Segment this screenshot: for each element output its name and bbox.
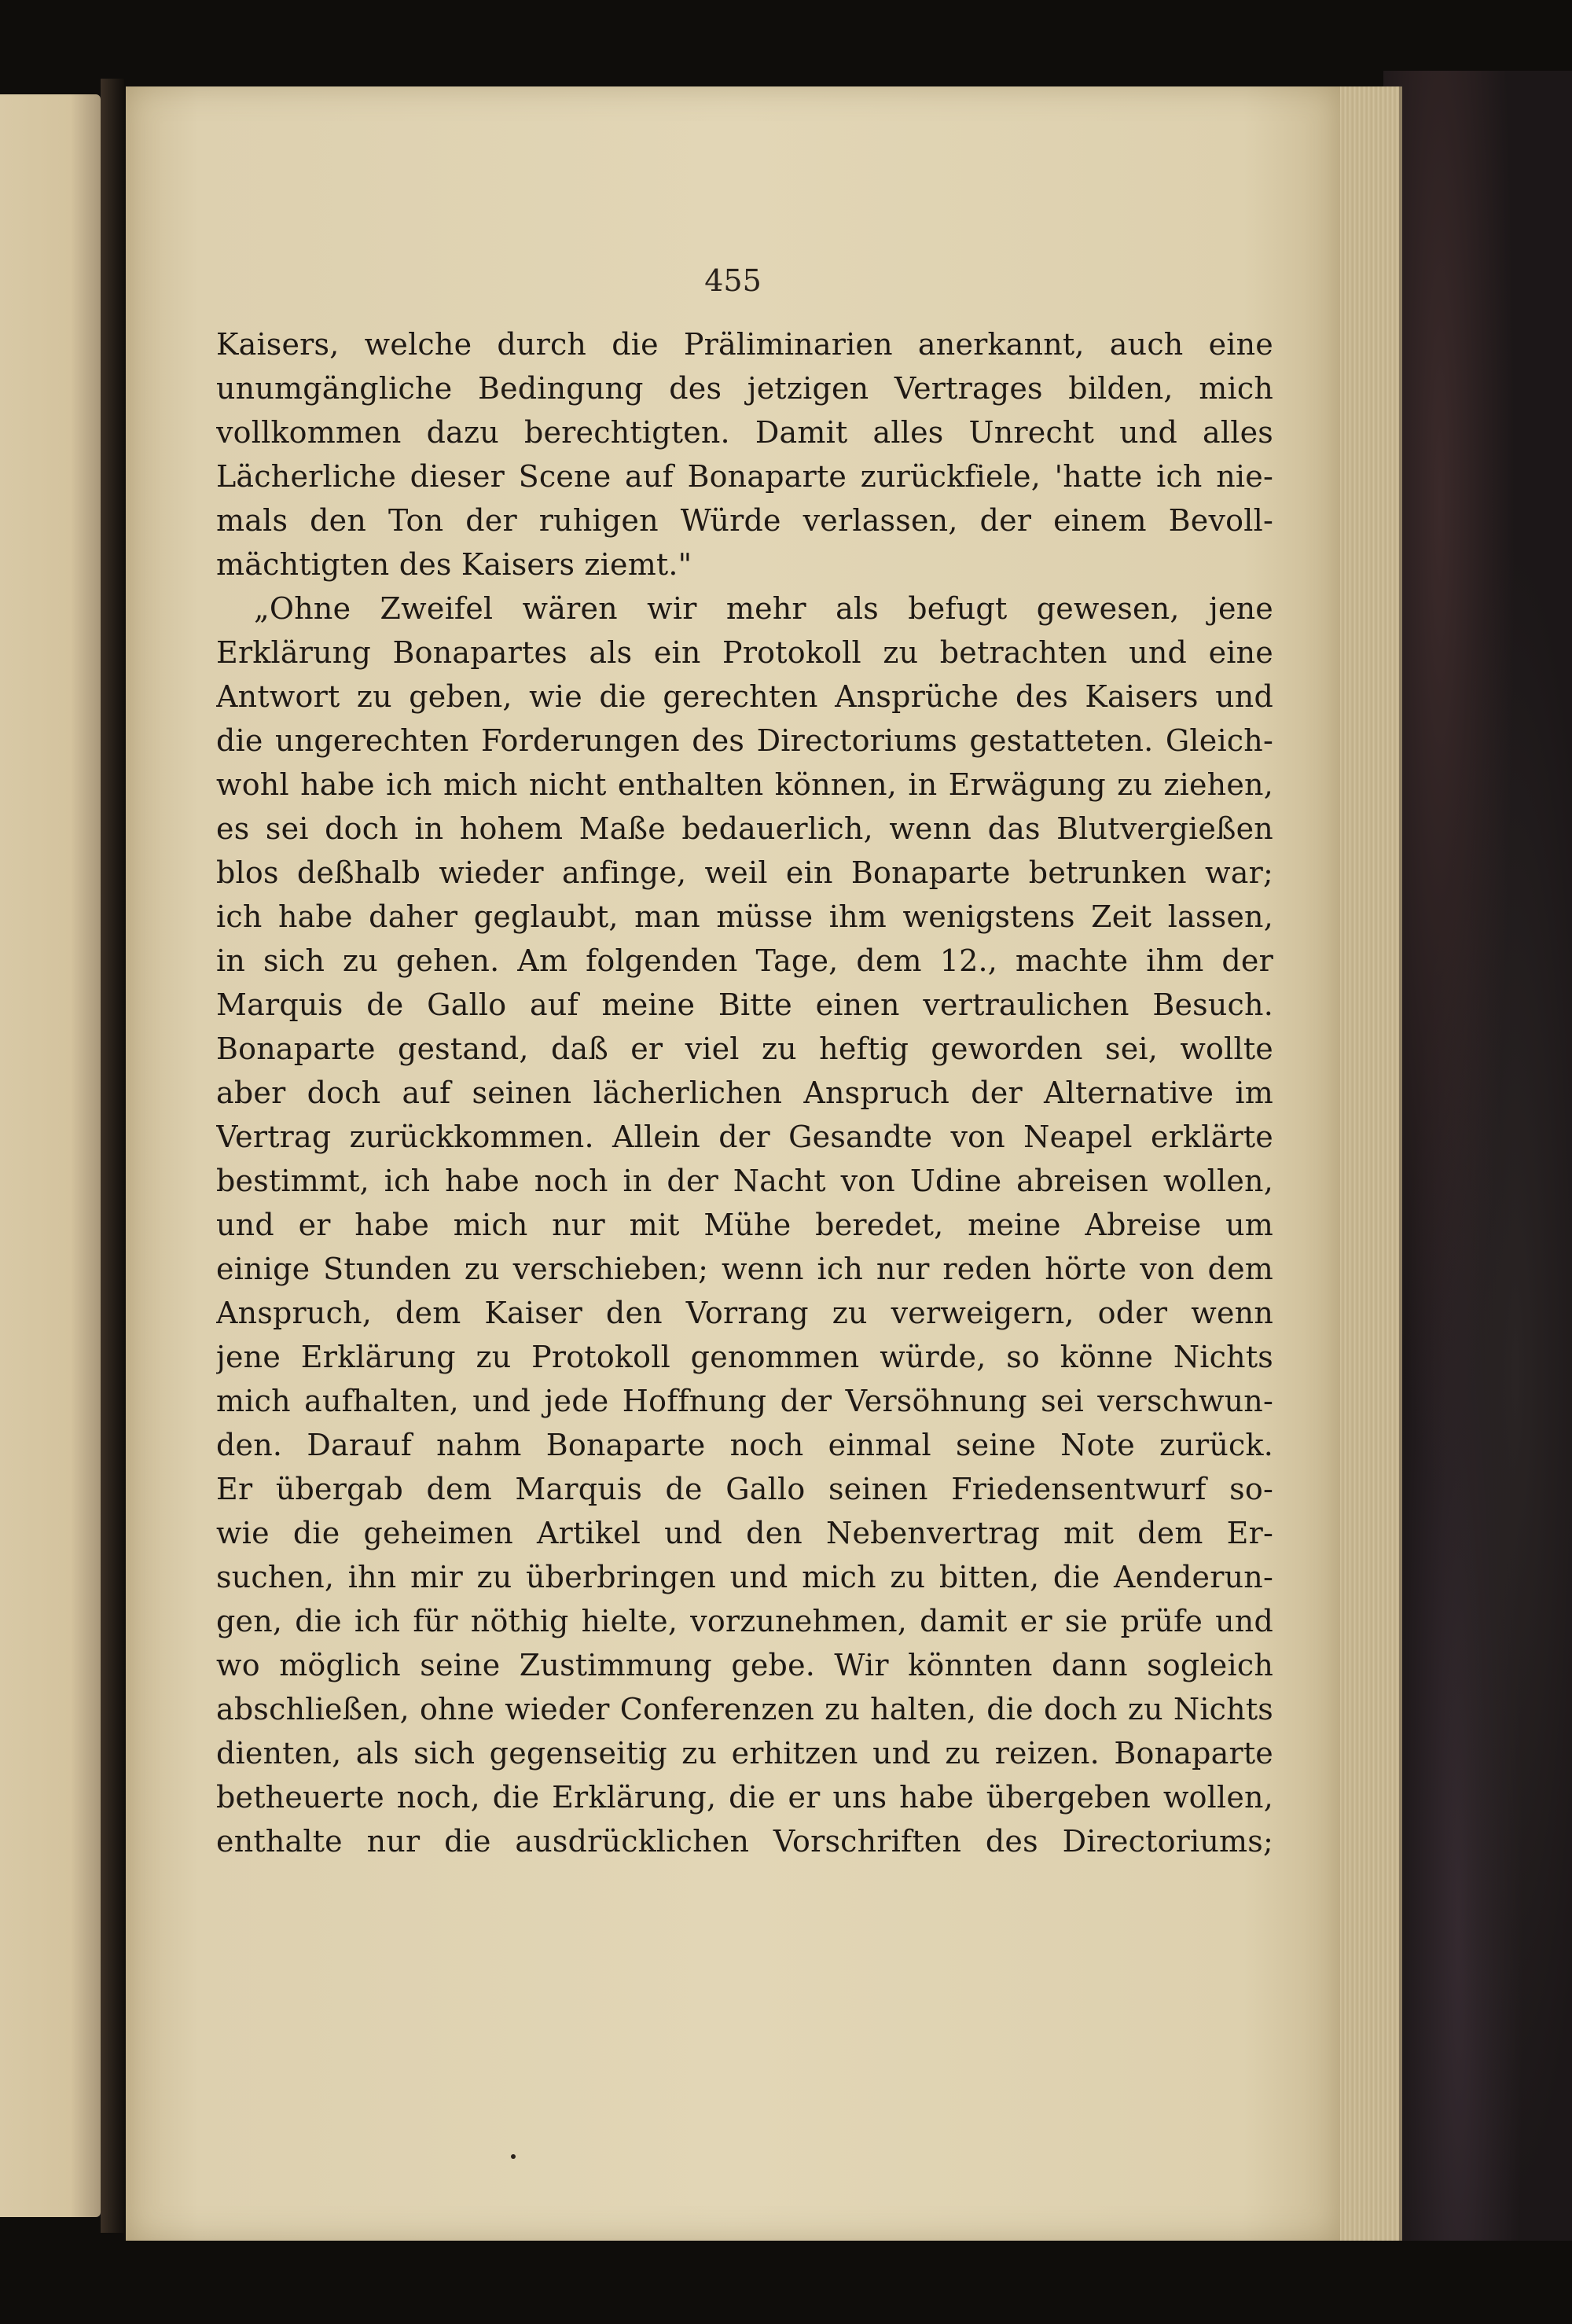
text-line: betheuerte noch, die Erklärung, die er uns habe übergeben wollen,	[216, 1780, 1273, 1815]
text-line: ich habe daher geglaubt, man müsse ihm wenigstens Zeit lassen,	[216, 899, 1273, 934]
left-page-edge	[0, 94, 101, 2217]
text-line: abschließen, ohne wieder Conferenzen zu halten, die doch zu Nichts	[216, 1692, 1273, 1726]
text-line: Lächerliche dieser Scene auf Bonaparte zurückfiele, 'hatte ich nie-	[216, 459, 1273, 494]
text-line: und er habe mich nur mit Mühe beredet, meine Abreise um	[216, 1208, 1273, 1242]
text-line: den. Darauf nahm Bonaparte noch einmal seine Note zurück.	[216, 1428, 1273, 1462]
text-line: vollkommen dazu berechtigten. Damit alles Unrecht und alles	[216, 415, 1273, 450]
text-line: mich aufhalten, und jede Hoffnung der Versöhnung sei verschwun-	[216, 1384, 1273, 1418]
text-line: einige Stunden zu verschieben; wenn ich nur reden hörte von dem	[216, 1252, 1273, 1286]
book-page	[126, 86, 1340, 2241]
text-line: in sich zu gehen. Am folgenden Tage, dem 12., machte ihm der	[216, 943, 1273, 978]
text-line: wo möglich seine Zustimmung gebe. Wir könnten dann sogleich	[216, 1648, 1273, 1682]
book-gutter	[101, 79, 124, 2233]
text-line: aber doch auf seinen lächerlichen Anspruch der Alternative im	[216, 1076, 1273, 1110]
ink-speck	[511, 2154, 516, 2159]
text-line: jene Erklärung zu Protokoll genommen würde, so könne Nichts	[216, 1340, 1273, 1374]
text-line: dienten, als sich gegenseitig zu erhitzen und zu reizen. Bonaparte	[216, 1736, 1273, 1771]
text-line: Kaisers, welche durch die Präliminarien anerkannt, auch eine	[216, 327, 1273, 362]
text-line: „Ohne Zweifel wären wir mehr als befugt gewesen, jene	[254, 591, 1273, 626]
text-line: Erklärung Bonapartes als ein Protokoll zu betrachten und eine	[216, 635, 1273, 670]
text-line: mals den Ton der ruhigen Würde verlassen, der einem Bevoll-	[216, 503, 1273, 538]
text-line: Bonaparte gestand, daß er viel zu heftig geworden sei, wollte	[216, 1031, 1273, 1066]
text-line: blos deßhalb wieder anfinge, weil ein Bonaparte betrunken war;	[216, 855, 1273, 890]
text-line: Er übergab dem Marquis de Gallo seinen Friedensentwurf so-	[216, 1472, 1273, 1506]
page-number: 455	[704, 263, 762, 298]
text-line: es sei doch in hohem Maße bedauerlich, wenn das Blutvergießen	[216, 811, 1273, 846]
book-cover	[1383, 71, 1572, 2241]
text-line: mächtigten des Kaisers ziemt."	[216, 547, 692, 582]
text-line: suchen, ihn mir zu überbringen und mich zu bitten, die Aenderun-	[216, 1560, 1273, 1594]
text-line: Marquis de Gallo auf meine Bitte einen vertraulichen Besuch.	[216, 987, 1273, 1022]
page-edges	[1336, 86, 1402, 2241]
text-line: die ungerechten Forderungen des Directoriums gestatteten. Gleich-	[216, 723, 1273, 758]
text-line: enthalte nur die ausdrücklichen Vorschriften des Directoriums;	[216, 1824, 1273, 1859]
text-line: unumgängliche Bedingung des jetzigen Vertrages bilden, mich	[216, 371, 1273, 406]
text-line: wohl habe ich mich nicht enthalten können, in Erwägung zu ziehen,	[216, 767, 1273, 802]
text-line: Vertrag zurückkommen. Allein der Gesandte von Neapel erklärte	[216, 1120, 1273, 1154]
text-line: wie die geheimen Artikel und den Nebenvertrag mit dem Er-	[216, 1516, 1273, 1550]
text-line: Antwort zu geben, wie die gerechten Ansprüche des Kaisers und	[216, 679, 1273, 714]
body-text	[216, 322, 1273, 1863]
text-line: Anspruch, dem Kaiser den Vorrang zu verweigern, oder wenn	[216, 1296, 1273, 1330]
text-line: gen, die ich für nöthig hielte, vorzunehmen, damit er sie prüfe und	[216, 1604, 1273, 1638]
text-line: bestimmt, ich habe noch in der Nacht von Udine abreisen wollen,	[216, 1164, 1273, 1198]
